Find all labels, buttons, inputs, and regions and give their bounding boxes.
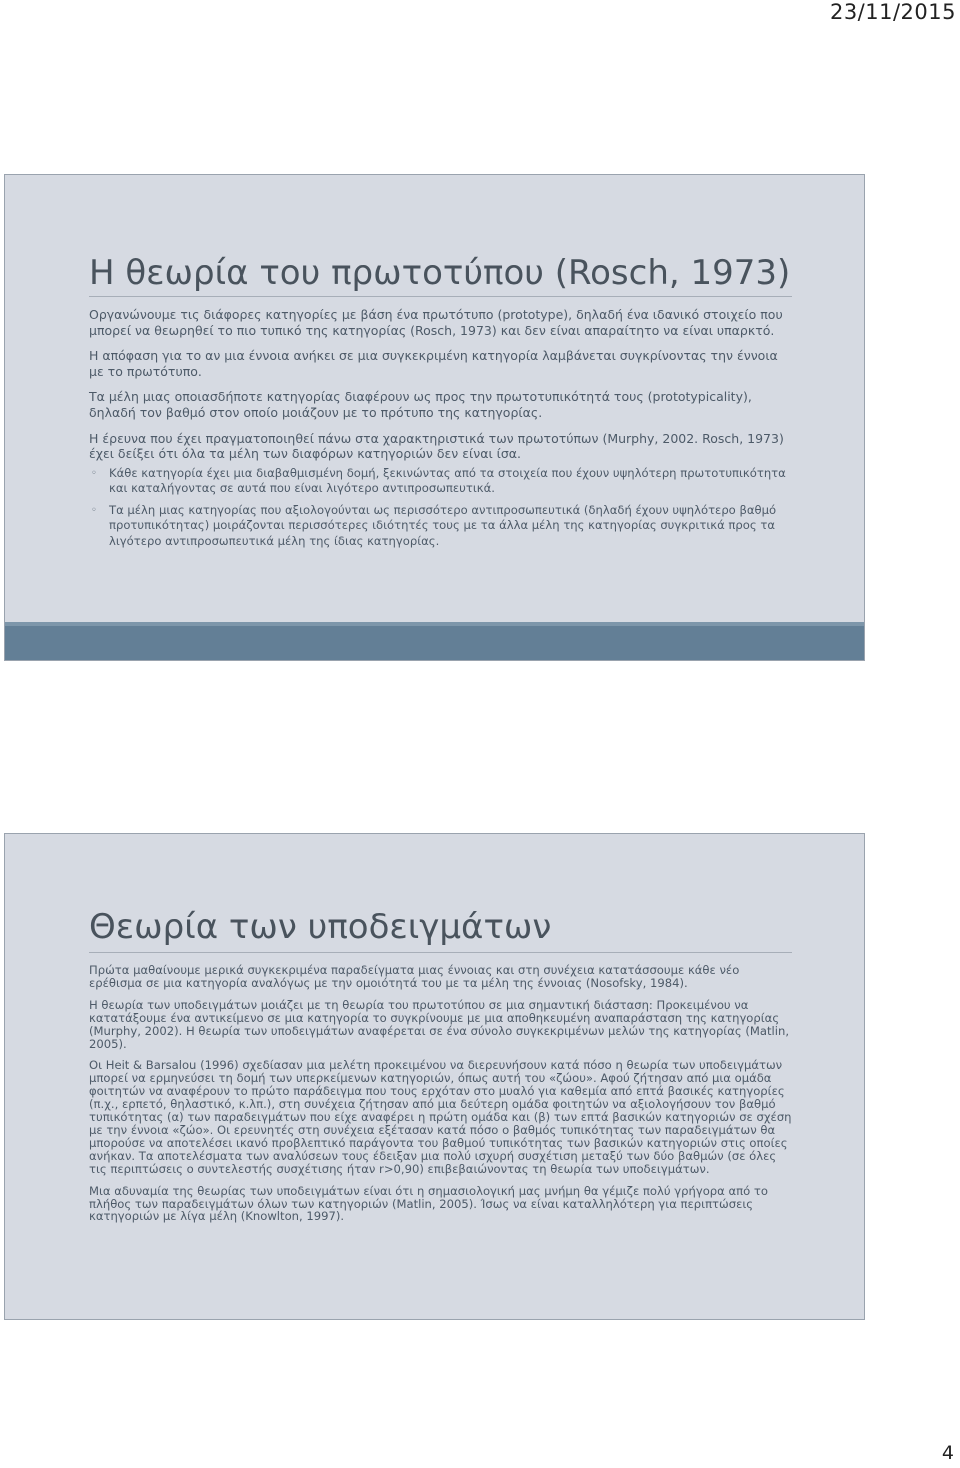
title-divider [89,296,792,297]
slide-title: Θεωρία των υποδειγμάτων [89,907,552,947]
paragraph: Η απόφαση για το αν μια έννοια ανήκει σε μια συγκεκριμένη κατηγορία λαμβάνεται συγκρίνοντας την έννοια με το πρωτότυπο. [89,348,778,379]
slide-prototype-theory [4,174,865,661]
page-date: 23/11/2015 [829,0,956,24]
bullet-circle-icon: ◦ [91,467,97,479]
sub-bullet-text: Κάθε κατηγορία έχει μια διαβαθμισμένη δομή, ξεκινώντας από τα στοιχεία που έχουν υψηλότερη πρωτοτυπικότητα και καταλήγοντας σε αυτά που είναι λιγότερο αντιπροσωπευτικά. [109,465,786,496]
paragraph: Η έρευνα που έχει πραγματοποιηθεί πάνω στα χαρακτηριστικά των πρωτοτύπων (Murphy, 2002. Rosch, 1973) έχει δείξει ότι όλα τα μέλη των διαφόρων κατηγοριών δεν είναι ίσα. [89,430,784,462]
sub-bullet-text: Τα μέλη μιας κατηγορίας που αξιολογούνται ως περισσότερο αντιπροσωπευτικά (δηλαδή έχουν υψηλότερο βαθμό προτυπικότητας) μοιράζονται περισσότερες ιδιότητές τους με τα άλλα μέλη της κατηγορίας συγκριτικά προς τα λιγότερο αντιπροσωπευτικά μέλη της ίδιας κατηγορίας. [109,502,777,548]
slide-body [89,964,792,1232]
sub-bullet-item [89,503,792,550]
paragraph: Μια αδυναμία της θεωρίας των υποδειγμάτων είναι ότι η σημασιολογική μας μνήμη θα γέμιζε πολύ γρήγορα από το πλήθος των παραδειγμάτων όλων των κατηγοριών (Matlin, 2005). Ίσως να είναι καταλληλότερη για περιπτώσεις κατηγοριών με λίγα μέλη (Knowlton, 1997). [89,1183,768,1224]
paragraph: Πρώτα μαθαίνουμε μερικά συγκεκριμένα παραδείγματα μιας έννοιας και στη συνέχεια κατατάσσουμε κάθε νέο ερέθισμα σε μια κατηγορία αναλόγως με την ομοιότητά του με τα μέλη της έννοιας (Nosofsky, 1984). [89,963,740,990]
slide-exemplar-theory [4,833,865,1320]
title-divider [89,952,792,953]
paragraph: Η θεωρία των υποδειγμάτων μοιάζει με τη θεωρία του πρωτοτύπου σε μια σημαντική διάσταση: Προκειμένου να κατατάξουμε ένα αντικείμενο σε μια κατηγορία το συγκρίνουμε με μια αποθηκευμένη αναπαράσταση της κατηγορίας (Murphy, 2002). Η θεωρία των υποδειγμάτων αναφέρεται σε ένα σύνολο συγκεκριμένων μελών της κατηγορίας (Matlin, 2005). [89,997,790,1051]
bullet-circle-icon: ◦ [91,504,97,516]
paragraph: Τα μέλη μιας οποιασδήποτε κατηγορίας διαφέρουν ως προς την πρωτοτυπικότητά τους (prototypicality), δηλαδή τον βαθμό στον οποίο μοιάζουν με το πρότυπο της κατηγορίας. [89,389,752,420]
slide-title: Η θεωρία του πρωτοτύπου (Rosch, 1973) [89,253,791,293]
sub-bullet-list [89,466,792,550]
slide-body [89,307,792,555]
paragraph: Οι Heit & Barsalou (1996) σχεδίασαν μια μελέτη προκειμένου να διερευνήσουν κατά πόσο η θεωρία των υποδειγμάτων μπορεί να ερμηνεύσει τη δομή των υπερκείμενων κατηγοριών, όπως αυτή του «ζώου». Αφού ζήτησαν από μια ομάδα φοιτητών να αναφέρουν το πρώτο παράδειγμα που τους ερχόταν στο μυαλό για καθεμία από επτά βασικές κατηγορίες (π.χ., ερπετό, θηλαστικό, κ.λπ.), στη συνέχεια ζήτησαν από μια δεύτερη ομάδα φοιτητών να αξιολογήσουν τον βαθμό τυπικότητας (α) των παραδειγμάτων που είχε αναφέρει η πρώτη ομάδα και (β) των επτά βασικών κατηγοριών σε σχέση με την έννοια «ζώο». Οι ερευνητές στη συνέχεια εξέτασαν κατά πόσο ο βαθμός τυπικότητας των παραδειγμάτων θα μπορούσε να αποτελέσει ικανό προβλεπτικό παράγοντα του βαθμού τυπικότητας των βασικών κατηγοριών στις οποίες ανήκαν. Τα αποτελέσματα των αναλύσεων τους έδειξαν μια πολύ ισχυρή συσχέτιση μεταξύ των δύο βαθμών (σε όλες τις περιπτώσεις ο συντελεστής συσχέτισης ήταν r>0,90) επιβεβαιώνοντας τη θεωρία των υποδειγμάτων. [89,1058,792,1176]
page-number: 4 [941,1442,954,1464]
slide-footer-band [5,622,864,660]
sub-bullet-item [89,466,792,497]
paragraph: Οργανώνουμε τις διάφορες κατηγορίες με βάση ένα πρωτότυπο (prototype), δηλαδή ένα ιδανικό στοιχείο που μπορεί να θεωρηθεί το πιο τυπικό της κατηγορίας (Rosch, 1973) και δεν είναι απαραίτητο να είναι υπαρκτό. [89,307,783,338]
